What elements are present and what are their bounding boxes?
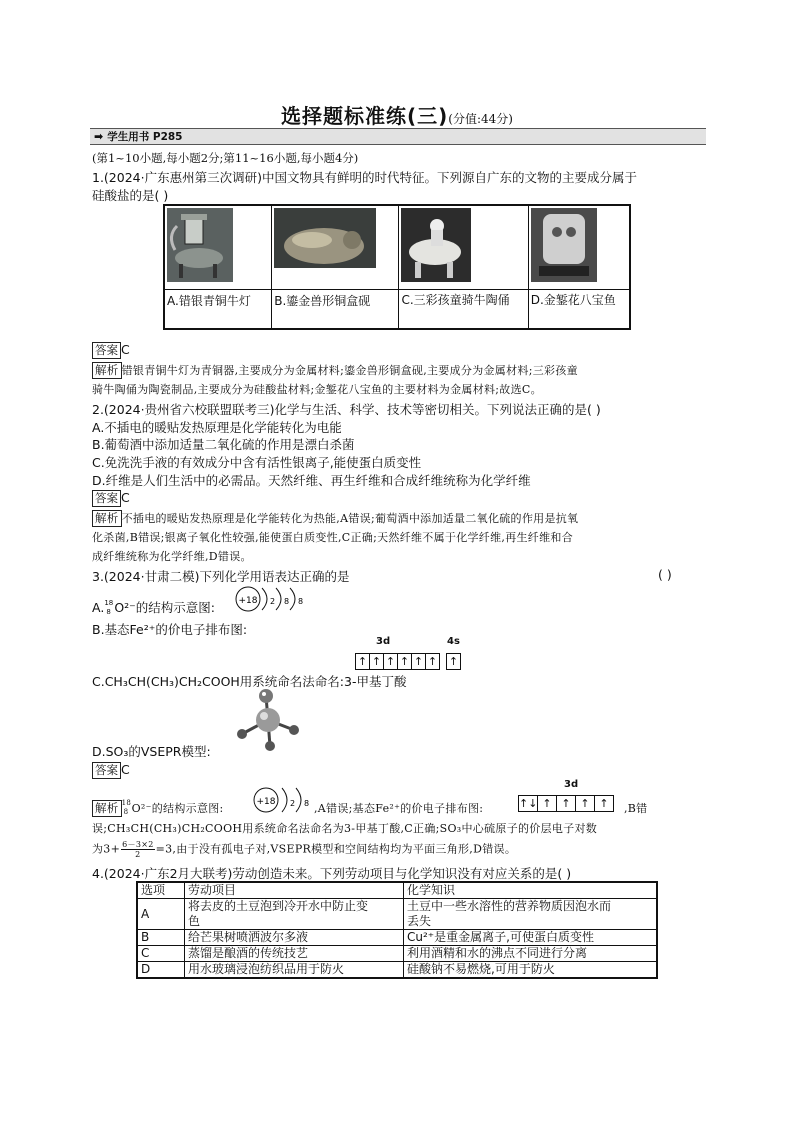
q3-exp-ion-structure-diagram <box>250 784 314 816</box>
bronze-ox-lamp-image <box>165 206 269 286</box>
work-line1: 将去皮的土豆泡到冷开水中防止变 <box>188 899 369 913</box>
q2-explanation-text1: 不插电的暖贴发热原理是化学能转化为热能,A错误;葡萄酒中添加适量二氧化硫的作用是抗氧 <box>121 512 579 525</box>
table-row <box>137 946 657 962</box>
table-row <box>137 930 657 946</box>
q3-a-shell-3: 8 <box>298 597 304 606</box>
explanation-tag: 解析 <box>92 362 122 379</box>
q3-a-atomic-number: 8 <box>106 607 111 616</box>
q1-option-c: C.三彩孩童骑牛陶俑 <box>399 290 528 330</box>
q3-exp-mass-number: 18 <box>121 799 132 807</box>
table-row <box>137 962 657 979</box>
orbital-box: ↑ <box>397 653 412 670</box>
orbital-box: ↑↓ <box>519 797 538 810</box>
q3-a-symbol: O²⁻ <box>114 600 136 615</box>
table-header-cell: 劳动项目 <box>185 882 404 899</box>
arrow-right-icon: ➡ <box>94 130 104 143</box>
q2-explanation-line2: 化杀菌,B错误;银离子氧化性较强,能使蛋白质变性,C正确;天然纤维不属于化学纤维,再生纤维和合 <box>92 531 573 544</box>
table-cell-chem: 利用酒精和水的沸点不同进行分离 <box>404 946 658 962</box>
q3-a-ion-structure-diagram <box>232 584 312 614</box>
answer-tag: 答案 <box>92 490 121 507</box>
q3-exp-3d-label: 3d <box>564 779 579 790</box>
answer-tag: 答案 <box>92 342 121 359</box>
q3-exp-fraction <box>121 840 154 859</box>
q2-explanation-line3: 成纤维统称为化学纤维,D错误。 <box>92 550 252 563</box>
q3-exp-text-c: ,B错 <box>624 802 648 815</box>
chem-line2: 丢失 <box>407 914 432 928</box>
table-cell-option: A <box>137 899 185 930</box>
q3-answer <box>92 762 130 779</box>
q1-image-a <box>164 205 272 290</box>
fraction-denominator: 2 <box>135 850 141 859</box>
q3-exp-nuclide-numbers <box>121 799 132 816</box>
q3-b-3d-boxes <box>355 650 439 670</box>
q1-option-d: D.金錾花八宝鱼 <box>528 290 630 330</box>
explanation-tag: 解析 <box>92 510 122 527</box>
q3-exp-text-d: 为3+ <box>92 842 121 856</box>
q3-exp-text-e: =3,由于没有孤电子对,VSEPR模型和空间结构均为平面三角形,D错误。 <box>155 842 517 856</box>
q2-option-d: D.纤维是人们生活中的必需品。天然纤维、再生纤维和合成纤维统称为化学纤维 <box>92 473 531 488</box>
q2-option-a: A.不插电的暖贴发热原理是化学能转化为电能 <box>92 420 342 435</box>
q1-answer <box>92 342 130 359</box>
orbital-box: ↑ <box>411 653 426 670</box>
page-title-block <box>0 100 794 129</box>
orbital-box: ↑ <box>556 795 576 812</box>
q3-b-4s-box <box>446 650 460 670</box>
q1-image-c <box>399 205 528 290</box>
q3-exp-nucleus-charge: +18 <box>256 797 276 807</box>
q3-option-d: D.SO₃的VSEPR模型: <box>92 744 211 759</box>
table-cell-option: B <box>137 930 185 946</box>
explanation-tag: 解析 <box>92 800 122 817</box>
tricolor-figurine-image <box>399 206 525 286</box>
orbital-box: ↑ <box>446 653 461 670</box>
q3-option-b: B.基态Fe²⁺的价电子排布图: <box>92 622 248 637</box>
table-cell-work: 蒸馏是酿酒的传统技艺 <box>185 946 404 962</box>
q1-image-d <box>528 205 630 290</box>
fraction-numerator: 6－3×2 <box>122 840 154 849</box>
table-cell-chem <box>404 899 658 930</box>
q4-table <box>136 881 658 979</box>
table-cell-chem: 硅酸钠不易燃烧,可用于防火 <box>404 962 658 979</box>
table-cell-option: C <box>137 946 185 962</box>
q1-explanation-line1 <box>92 362 578 379</box>
q2-explanation-line1 <box>92 510 578 527</box>
orbital-box: ↑ <box>369 653 384 670</box>
scoring-note: (第1~10小题,每小题2分;第11~16小题,每小题4分) <box>92 151 359 165</box>
q3-a-nuclide-numbers <box>104 598 114 616</box>
q3-option-a: A. 18 8 O²⁻的结构示意图: <box>92 598 215 616</box>
q1-option-a: A.错银青铜牛灯 <box>164 290 272 330</box>
q3-exp-atomic-number: 8 <box>123 808 129 816</box>
q1-explanation-text1: 错银青铜牛灯为青铜器,主要成分为金属材料;鎏金兽形铜盒砚,主要成分为金属材料;三彩孩童 <box>121 364 578 377</box>
q1-artifact-table <box>163 204 631 330</box>
q1-explanation-line2: 骑牛陶俑为陶瓷制品,主要成分为硅酸盐材料;金錾花八宝鱼的主要材料为金属材料;故选C。 <box>92 383 542 396</box>
q3-explanation-line3 <box>92 840 516 859</box>
table-row <box>137 899 657 930</box>
table-cell-option: D <box>137 962 185 979</box>
orbital-box: ↑ <box>355 653 370 670</box>
q3-paren: ( ) <box>658 567 672 582</box>
q3-b-3d-label: 3d <box>376 636 391 647</box>
q3-exp-shell-1: 2 <box>290 799 296 808</box>
answer-tag: 答案 <box>92 762 121 779</box>
q1-stem-line2: 硅酸盐的是( ) <box>92 188 169 203</box>
orbital-box: ↑ <box>594 795 614 812</box>
banner-text: 学生用书 P285 <box>107 131 183 143</box>
q3-answer-value: C <box>121 762 130 777</box>
table-cell-work <box>185 899 404 930</box>
q1-answer-value: C <box>121 342 130 357</box>
table-header-row <box>137 882 657 899</box>
q2-option-c: C.免洗洗手液的有效成分中含有活性银离子,能使蛋白质变性 <box>92 455 422 470</box>
q2-answer-value: C <box>121 490 130 505</box>
work-line2: 色 <box>188 914 201 928</box>
page-title: 选择题标准练(三) <box>281 104 449 128</box>
q3-a-nucleus-charge: +18 <box>238 596 258 606</box>
q3-stem: 3.(2024·甘肃二模)下列化学用语表达正确的是 <box>92 569 350 584</box>
q3-a-label: 的结构示意图: <box>135 600 215 615</box>
q1-image-b <box>272 205 399 290</box>
orbital-box: ↑ <box>383 653 398 670</box>
q3-b-4s-label: 4s <box>447 636 460 647</box>
table-header-cell: 化学知识 <box>404 882 658 899</box>
q1-option-b: B.鎏金兽形铜盒砚 <box>272 290 399 330</box>
q2-answer <box>92 490 130 507</box>
student-book-banner <box>90 128 706 145</box>
q3-exp-text-b: ,A错误;基态Fe²⁺的价电子排布图: <box>314 802 484 815</box>
score-note: (分值:44分) <box>448 112 513 126</box>
table-cell-chem: Cu²⁺是重金属离子,可使蛋白质变性 <box>404 930 658 946</box>
q3-a-shell-1: 2 <box>270 597 276 606</box>
gold-fish-image <box>529 206 627 286</box>
so3-vsepr-model-image <box>226 684 312 752</box>
q4-stem: 4.(2024·广东2月大联考)劳动创造未来。下列劳动项目与化学知识没有对应关系的是( ) <box>92 866 572 881</box>
table-header-cell: 选项 <box>137 882 185 899</box>
q3-exp-text-a: O²⁻的结构示意图: <box>131 802 224 815</box>
q3-a-shell-2: 8 <box>284 597 290 606</box>
q3-explanation-line1 <box>92 800 224 817</box>
q3-explanation-line2: 误;CH₃CH(CH₃)CH₂COOH用系统命名法命名为3-甲基丁酸,C正确;SO₃中心硫原子的价层电子对数 <box>92 822 598 835</box>
q3-exp-3d-boxes <box>518 792 613 812</box>
q3-option-c: C.CH₃CH(CH₃)CH₂COOH用系统命名法命名:3-甲基丁酸 <box>92 674 407 689</box>
orbital-box: ↑ <box>575 795 595 812</box>
table-cell-work: 用水玻璃浸泡纺织品用于防火 <box>185 962 404 979</box>
gilt-bronze-box-image <box>272 206 396 286</box>
q2-option-b: B.葡萄酒中添加适量二氧化硫的作用是漂白杀菌 <box>92 437 355 452</box>
orbital-box: ↑ <box>425 653 440 670</box>
table-cell-work: 给芒果树喷洒波尔多液 <box>185 930 404 946</box>
chem-line1: 土豆中一些水溶性的营养物质因泡水而 <box>407 899 612 913</box>
q1-stem-line1: 1.(2024·广东惠州第三次调研)中国文物具有鲜明的时代特征。下列源自广东的文物的主要成分属于 <box>92 170 637 185</box>
orbital-box: ↑ <box>537 795 557 812</box>
q3-exp-shell-2: 8 <box>304 799 310 808</box>
q2-stem: 2.(2024·贵州省六校联盟联考三)化学与生活、科学、技术等密切相关。下列说法正确的是( ) <box>92 402 601 417</box>
q3-a-mass-number: 18 <box>104 598 114 607</box>
